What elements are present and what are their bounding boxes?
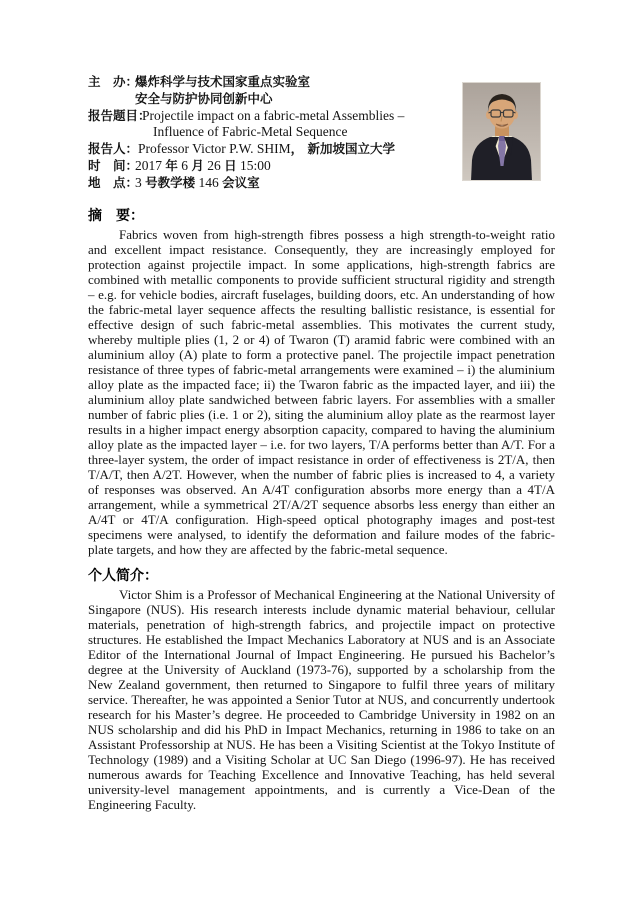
text-segment: 安全与防护协同创新中心 xyxy=(135,90,273,106)
title-label: 报告题目： xyxy=(88,107,151,123)
title-value xyxy=(142,108,404,123)
venue-label: 地 点： xyxy=(88,174,139,190)
speaker-value xyxy=(138,141,395,156)
text-segment: 146 xyxy=(195,174,223,190)
text-segment: 月 xyxy=(191,157,204,173)
text-segment: 号教学楼 xyxy=(145,174,196,190)
text-segment: 3 xyxy=(135,174,146,190)
text-segment: 26 xyxy=(203,157,225,173)
text-segment: 6 xyxy=(177,157,192,173)
abstract-heading: 摘 要： xyxy=(88,207,144,224)
text-segment: 日 xyxy=(224,157,237,173)
organizer-value xyxy=(135,74,310,89)
abstract-body: Fabrics woven from high-strength fibres possess a high strength-to-weight ratio and excellent impact resistance. Consequently, they are increasingly employed for protection against projectile impact. In some applications, high-strength fabrics are combined with metallic components to provide sufficient structural rigidity and strength – e.g. for vehicle bodies, aircraft fuselages, building doors, etc. An understanding of how the fabric-metal layer sequence affects the resulting ballistic resistance, is essential for effective design of such fabric-metal assemblies. This motivates the current study, whereby multiple plies (1, 2 or 4) of Twaron (T) aramid fabric were combined with an aluminium alloy (A) plate to form a protective panel. The projectile impact penetration resistance of three types of fabric-metal arrangements were examined – i) the aluminium alloy plate as the impacted face; ii) the Twaron fabric as the impacted layer, and iii) the aluminium alloy plate sandwiched between fabric layers. For assemblies with a smaller number of fabric plies (i.e. 1 or 2), siting the aluminium alloy plate as the rearmost layer results in a higher impact energy absorption capacity, compared to having the aluminium alloy plate as the impacted layer – i.e. for two layers, T/A performs better than A/T. For a three-layer system, the order of impact resistance in order of effectiveness is 2T/A, then T/A/T, then A/2T. However, when the number of fabric plies is increased to 4, a variety of responses was observed. An A/4T configuration absorbs more energy than a 4T/A arrangement, while a symmetrical 2T/A/2T sequence absorbs less energy than either an A/4T or 4T/A configuration. High-speed optical photography images and post-test specimens were analysed, to identify the deformation and failure modes of the fabric-plate targets, and how they are affected by the fabric-metal sequence. xyxy=(88,226,555,557)
text-segment: 2017 xyxy=(135,157,166,173)
page-content xyxy=(88,74,555,812)
text-segment: 新加坡国立大学 xyxy=(303,141,395,157)
bio-body: Victor Shim is a Professor of Mechanical Engineering at the National University of Singapore (NUS). His research interests include dynamic material behaviour, cellular materials, penetration of high-strength fabrics, and projectile impact on protective structures. He established the Impact Mechanics Laboratory at NUS and is an Associate Editor of the International Journal of Impact Engineering. He pursued his Bachelor’s degree at the University of Auckland (1973-76), supported by a scholarship from the New Zealand government, then returned to Singapore to fulfil three years of military service. Thereafter, he was appointed a Senior Tutor at NUS, and concurrently undertook research for his Master’s degree. He proceeded to Cambridge University in 1982 on an NUS scholarship and did his PhD in Impact Mechanics, returning in 1986 to take on an Assistant Professorship at NUS. He has been a Visiting Scientist at the Tokyo Institute of Technology (1989) and a Visiting Scholar at UC San Diego (1996-97). He has received numerous awards for Teaching Excellence and Innovative Teaching, has held several university-level management appointments, and is currently a Vice-Dean of the Engineering Faculty. xyxy=(88,586,555,812)
text-segment: 爆炸科学与技术国家重点实验室 xyxy=(135,74,311,89)
text-segment: Influence of Fabric-Metal Sequence xyxy=(153,124,348,140)
organizer-label: 主 办： xyxy=(88,74,139,89)
bio-section xyxy=(88,568,555,812)
text-segment: 会议室 xyxy=(222,174,260,190)
abstract-section xyxy=(88,208,555,557)
text-segment: 15:00 xyxy=(236,157,271,173)
organizer-value-2 xyxy=(135,91,273,106)
venue-value xyxy=(135,175,260,190)
title-value-2 xyxy=(153,124,348,139)
speaker-label: 报告人： xyxy=(88,141,139,157)
speaker-photo xyxy=(462,82,541,181)
text-segment: ， xyxy=(290,141,304,157)
speaker-portrait-image xyxy=(462,82,541,181)
text-segment: Professor Victor P.W. SHIM xyxy=(138,141,291,157)
bio-heading: 个人简介： xyxy=(88,567,158,584)
time-value xyxy=(135,158,271,173)
time-label: 时 间： xyxy=(88,157,139,173)
text-segment: 年 xyxy=(165,157,178,173)
text-segment: Projectile impact on a fabric-metal Assemblies – xyxy=(142,107,405,123)
